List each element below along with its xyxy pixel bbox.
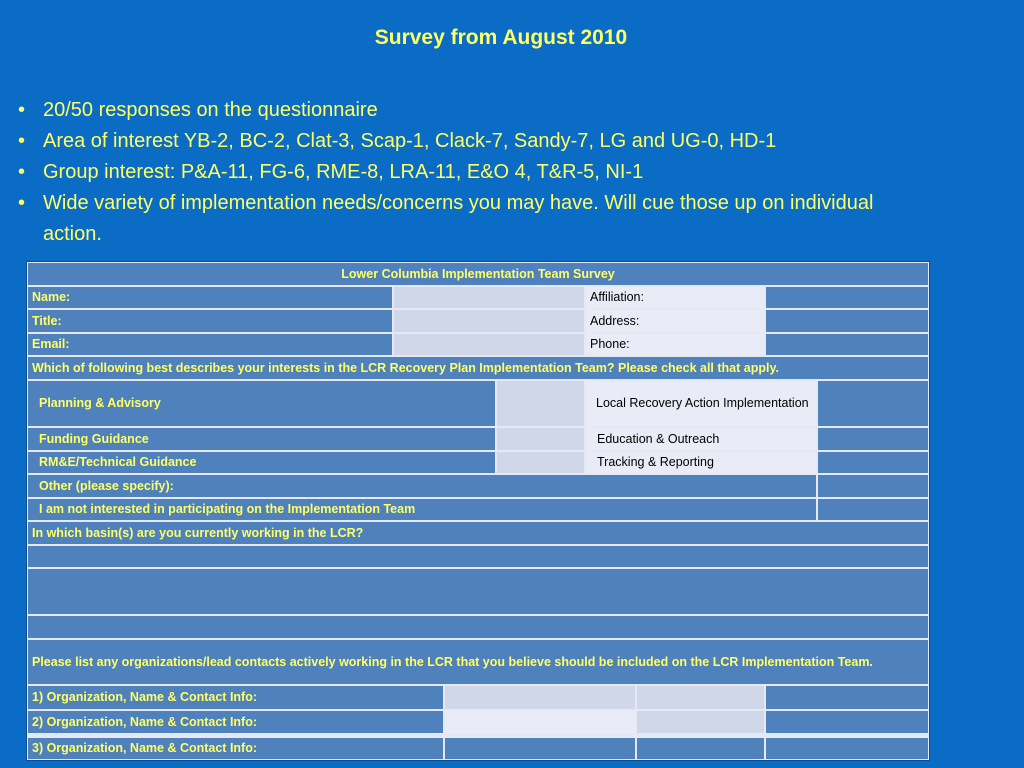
affiliation-field[interactable] <box>765 286 929 309</box>
basin-answer-row[interactable] <box>27 568 929 615</box>
title-label: Title: <box>27 309 393 333</box>
org-row-2-field[interactable] <box>765 710 929 734</box>
address-field[interactable] <box>765 309 929 333</box>
address-label: Address: <box>585 309 765 333</box>
basin-question: In which basin(s) are you currently working in the LCR? <box>27 521 929 545</box>
slide-title: Survey from August 2010 <box>374 26 628 49</box>
option-not-interested-label: I am not interested in participating on the Implementation Team <box>27 498 817 521</box>
org-row-1-field[interactable] <box>636 685 765 710</box>
basin-answer-row[interactable] <box>27 615 929 639</box>
name-label: Name: <box>27 286 393 309</box>
option-funding-checkbox[interactable] <box>496 427 585 451</box>
org-row-3-field[interactable] <box>636 737 765 760</box>
affiliation-label: Affiliation: <box>585 286 765 309</box>
phone-label: Phone: <box>585 333 765 356</box>
bullet-text: Group interest: P&A-11, FG-6, RME-8, LRA-11, E&O 4, T&R-5, NI-1 <box>43 161 644 183</box>
option-funding-label: Funding Guidance <box>27 427 496 451</box>
interests-question: Which of following best describes your interests in the LCR Recovery Plan Implementation Team? Please check all that apply. <box>27 356 929 380</box>
bullet-item <box>18 157 918 188</box>
survey-header: Lower Columbia Implementation Team Survey <box>27 262 929 286</box>
bullet-list <box>18 95 918 250</box>
option-education-checkbox[interactable] <box>817 427 929 451</box>
phone-field[interactable] <box>765 333 929 356</box>
name-field[interactable] <box>393 286 585 309</box>
email-label: Email: <box>27 333 393 356</box>
orgs-question: Please list any organizations/lead contacts actively working in the LCR that you believe should be included on the LCR Implementation Team. <box>27 639 929 685</box>
option-not-interested-checkbox[interactable] <box>817 498 929 521</box>
org-row-1-field[interactable] <box>444 685 636 710</box>
org-row-1-field[interactable] <box>765 685 929 710</box>
org-row-1-label: 1) Organization, Name & Contact Info: <box>27 685 444 710</box>
option-rme-label: RM&E/Technical Guidance <box>27 451 496 474</box>
bullet-dot-icon: • <box>18 130 26 152</box>
option-other-label: Other (please specify): <box>27 474 817 498</box>
option-education-label: Education & Outreach <box>585 427 817 451</box>
bullet-dot-icon: • <box>18 99 26 121</box>
org-row-2-label: 2) Organization, Name & Contact Info: <box>27 710 444 734</box>
option-planning-label: Planning & Advisory <box>27 380 496 427</box>
email-field[interactable] <box>393 333 585 356</box>
title-field[interactable] <box>393 309 585 333</box>
bullet-dot-icon: • <box>18 161 26 183</box>
option-local-recovery-checkbox[interactable] <box>817 380 929 427</box>
bullet-text: Area of interest YB-2, BC-2, Clat-3, Scap-1, Clack-7, Sandy-7, LG and UG-0, HD-1 <box>43 130 777 152</box>
basin-answer-row[interactable] <box>27 545 929 568</box>
option-planning-checkbox[interactable] <box>496 380 585 427</box>
option-tracking-label: Tracking & Reporting <box>585 451 817 474</box>
option-local-recovery-cell <box>585 380 817 427</box>
option-tracking-checkbox[interactable] <box>817 451 929 474</box>
org-row-3-label: 3) Organization, Name & Contact Info: <box>27 737 444 760</box>
bullet-text: Wide variety of implementation needs/concerns you may have. Will cue those up on individual action. <box>43 192 874 245</box>
bullet-item <box>18 95 918 126</box>
option-local-recovery-label: Local Recovery Action Implementation <box>596 396 809 410</box>
bullet-text: 20/50 responses on the questionnaire <box>43 99 378 121</box>
org-row-2-field[interactable] <box>444 710 636 734</box>
bullet-item <box>18 126 918 157</box>
org-row-3-field[interactable] <box>444 737 636 760</box>
survey-table <box>26 261 930 761</box>
option-rme-checkbox[interactable] <box>496 451 585 474</box>
option-other-checkbox[interactable] <box>817 474 929 498</box>
bullet-dot-icon: • <box>18 192 26 214</box>
org-row-2-field[interactable] <box>636 710 765 734</box>
bullet-item <box>18 188 918 250</box>
org-row-3-field[interactable] <box>765 737 929 760</box>
